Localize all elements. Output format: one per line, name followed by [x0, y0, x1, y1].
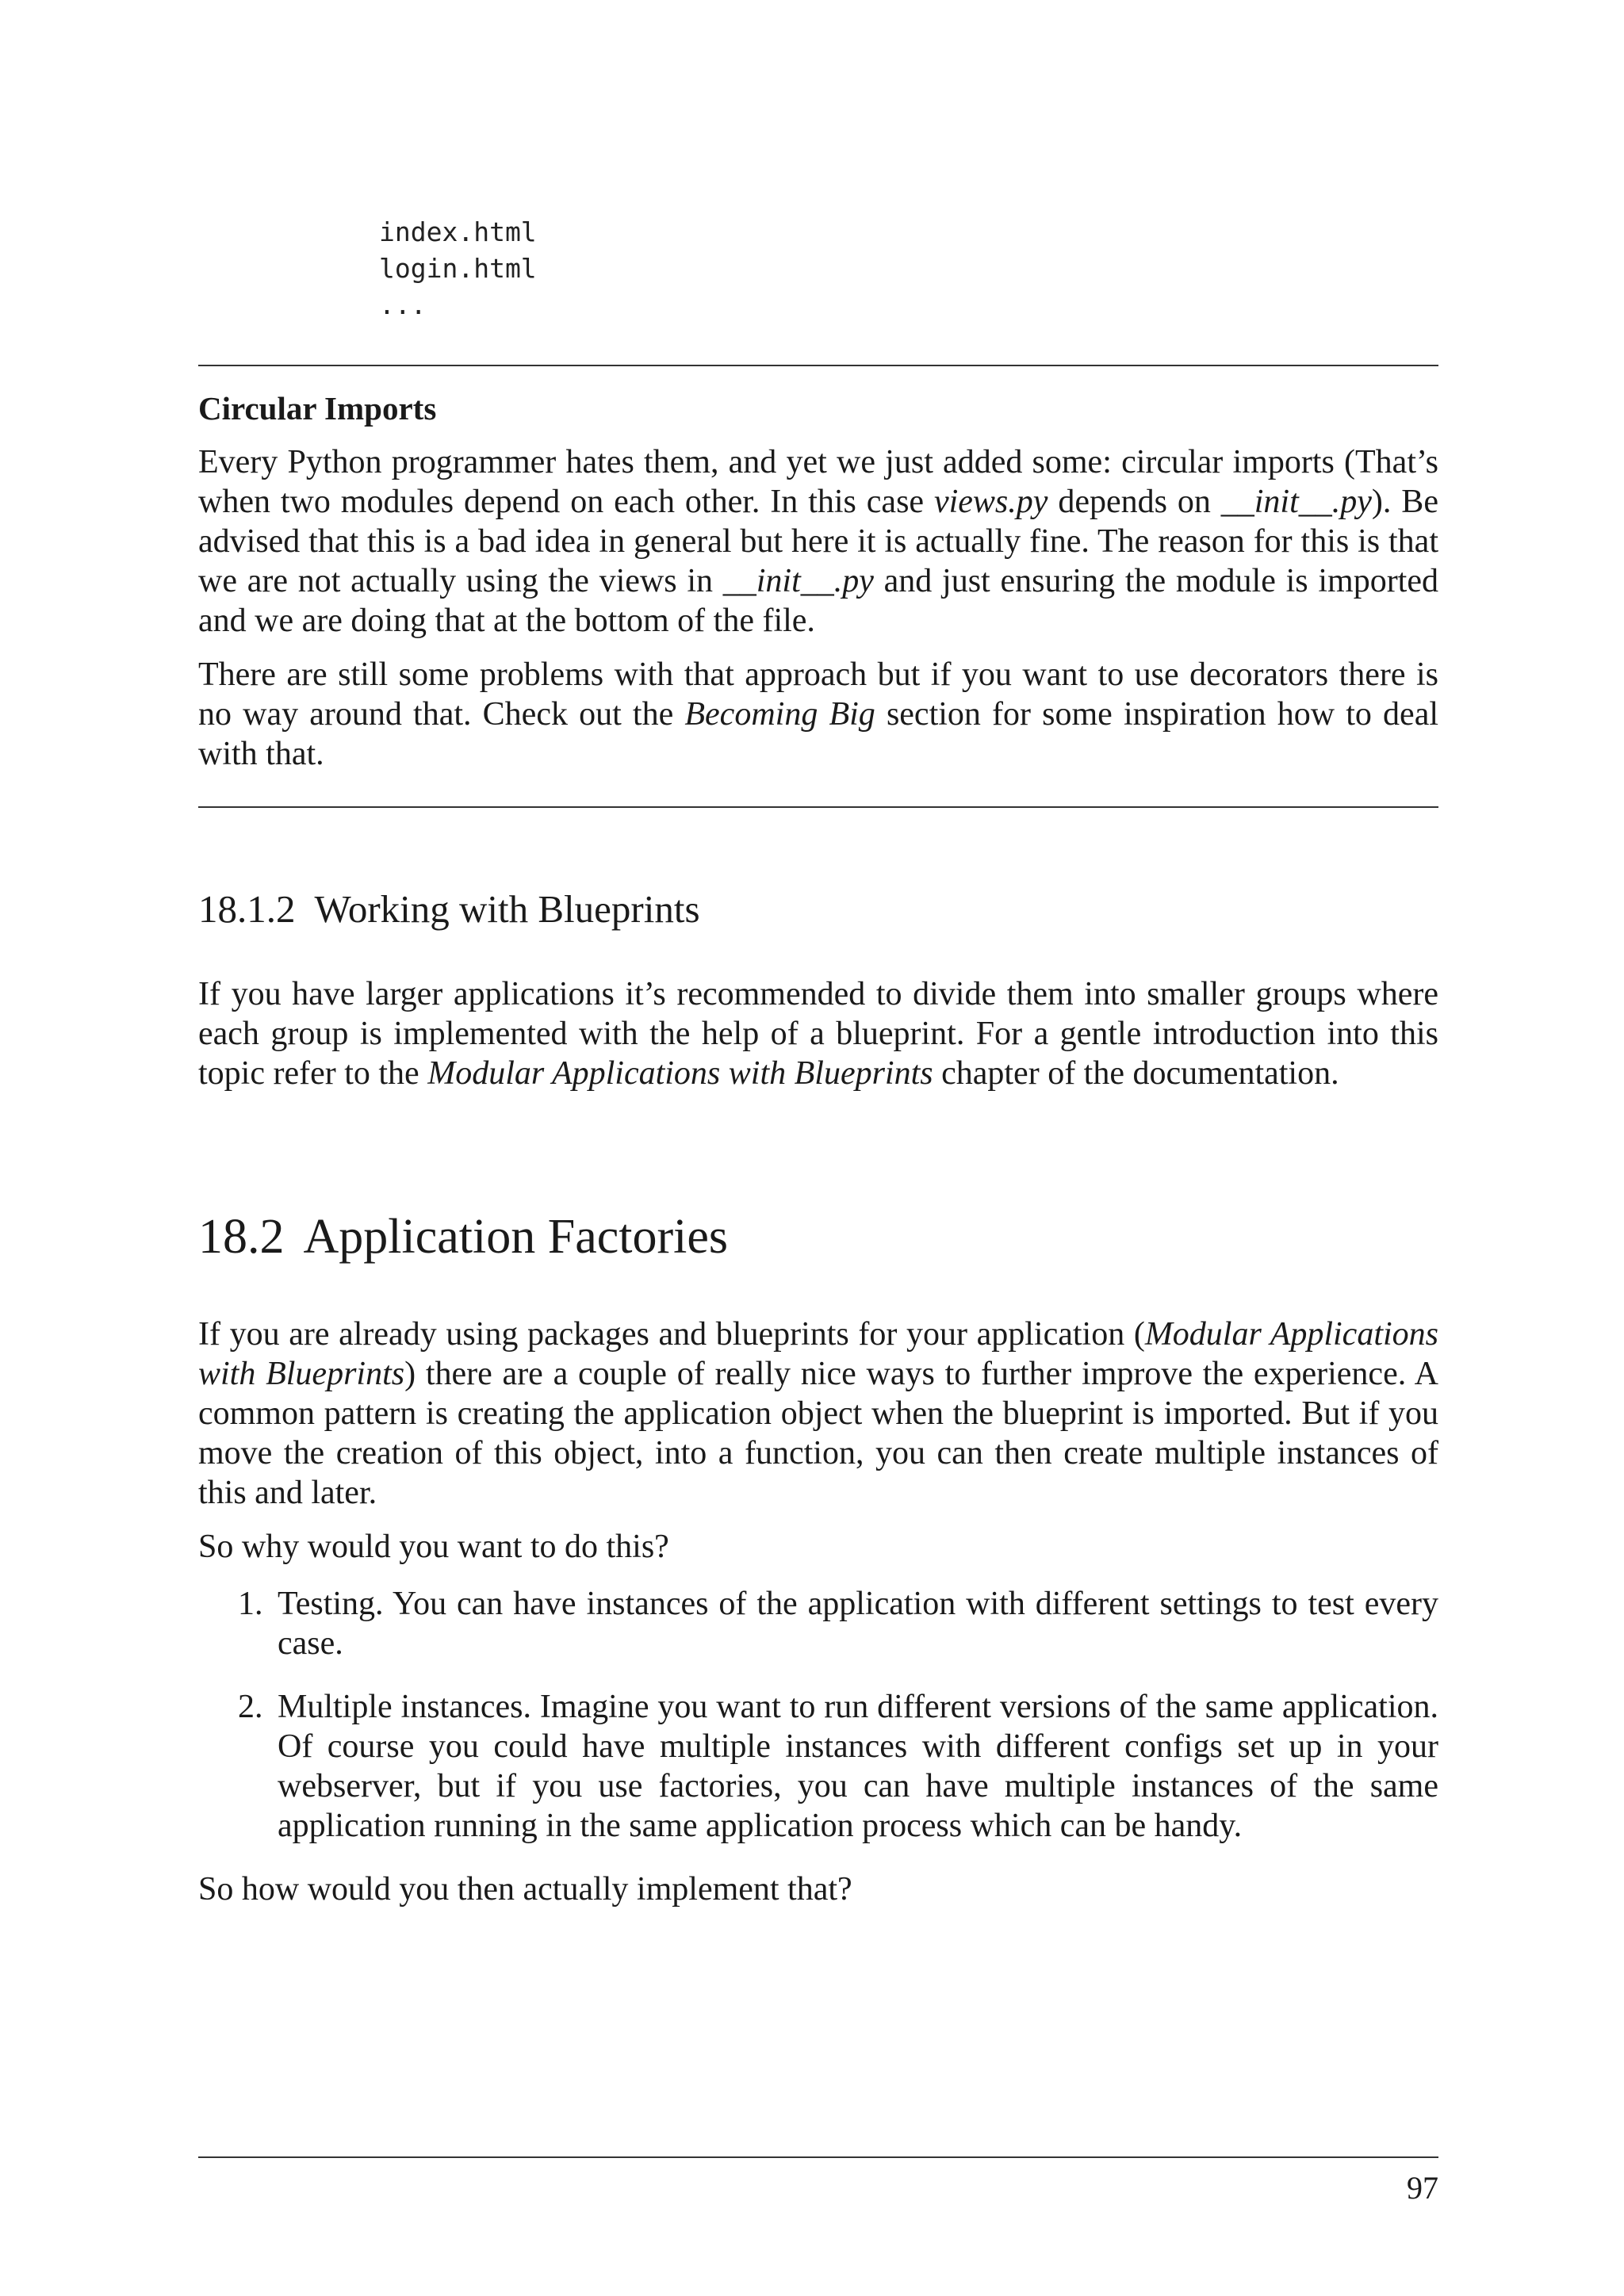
section-title: Working with Blueprints [314, 887, 700, 931]
paragraph: So why would you want to do this? [198, 1529, 669, 1565]
note-paragraph-1 [198, 442, 1438, 641]
filename-init: __init__.py [1220, 484, 1372, 520]
text-run: ). Be advised that this is a bad idea in general but here it is actually fine. The reason for this is that we are not actually using the views in [198, 484, 1438, 599]
filename-views: views.py [933, 484, 1048, 520]
note-paragraph-2 [198, 655, 1438, 774]
paragraph: So how would you then actually implement that? [198, 1871, 852, 1908]
footer-rule [198, 2156, 1438, 2158]
filename-init: __init__.py [722, 563, 874, 599]
text-run: If you are already using packages and blueprints for your application ( [198, 1316, 1145, 1353]
document-page [198, 0, 1438, 2296]
paragraph [198, 1314, 1438, 1513]
list-item-text: Testing. You can have instances of the application with different settings to test every case. [278, 1586, 1438, 1662]
note-title: Circular Imports [198, 390, 437, 427]
link-modular-applications[interactable]: Modular Applications with Blueprints [427, 1055, 933, 1092]
link-becoming-big[interactable]: Becoming Big [684, 696, 875, 733]
numbered-list [198, 1584, 1438, 1846]
section-title: Application Factories [303, 1210, 728, 1264]
section-heading [198, 1208, 1438, 1265]
list-marker: 1. [238, 1586, 263, 1622]
text-run: If you have larger applications it’s recommended to divide them into smaller groups where each group is implemented with the help of a blueprint. For a gentle introduction into this topic refer to the [198, 976, 1438, 1092]
code-line: ... [379, 289, 427, 320]
list-item [198, 1584, 1438, 1663]
text-run: depends on [1048, 484, 1221, 520]
list-marker: 2. [238, 1689, 263, 1725]
list-item [198, 1687, 1438, 1846]
page-number: 97 [1407, 2170, 1438, 2206]
code-line: login.html [379, 253, 537, 284]
section-number: 18.2 [198, 1210, 285, 1264]
text-run: Every Python programmer hates them, and yet we just added some: circular imports (That’s when two modules depend on each other. In this case [198, 444, 1438, 520]
text-run: ) there are a couple of really nice ways to further improve the experience. A common pattern is creating the application object when the blueprint is imported. But if you move the creation of this object, into a function, you can then create multiple instances of this and later. [198, 1356, 1438, 1511]
link-modular-applications[interactable]: Modular Applications with Blueprints [198, 1316, 1438, 1392]
section-number: 18.1.2 [198, 887, 296, 931]
text-run: section for some inspiration how to deal with that. [198, 696, 1439, 772]
note-top-rule [198, 365, 1438, 366]
text-run: There are still some problems with that approach but if you want to use decorators there is no way around that. Check out the [198, 656, 1438, 733]
text-run: chapter of the documentation. [933, 1055, 1339, 1092]
section-heading [198, 886, 1438, 933]
note-bottom-rule [198, 806, 1438, 808]
code-block [379, 214, 537, 323]
text-run: and just ensuring the module is imported and we are doing that at the bottom of the file. [198, 563, 1438, 639]
note-box [198, 388, 1438, 774]
section-18-1-2 [198, 886, 1438, 1093]
paragraph [198, 974, 1438, 1093]
section-18-2 [198, 1208, 1438, 1909]
code-line: index.html [379, 216, 537, 247]
list-item-text: Multiple instances. Imagine you want to run different versions of the same application. Of course you could have multiple instances with different configs set up in your webserver, but if you use factories, you can have multiple instances of the same application running in the same application process which can be handy. [278, 1689, 1438, 1844]
